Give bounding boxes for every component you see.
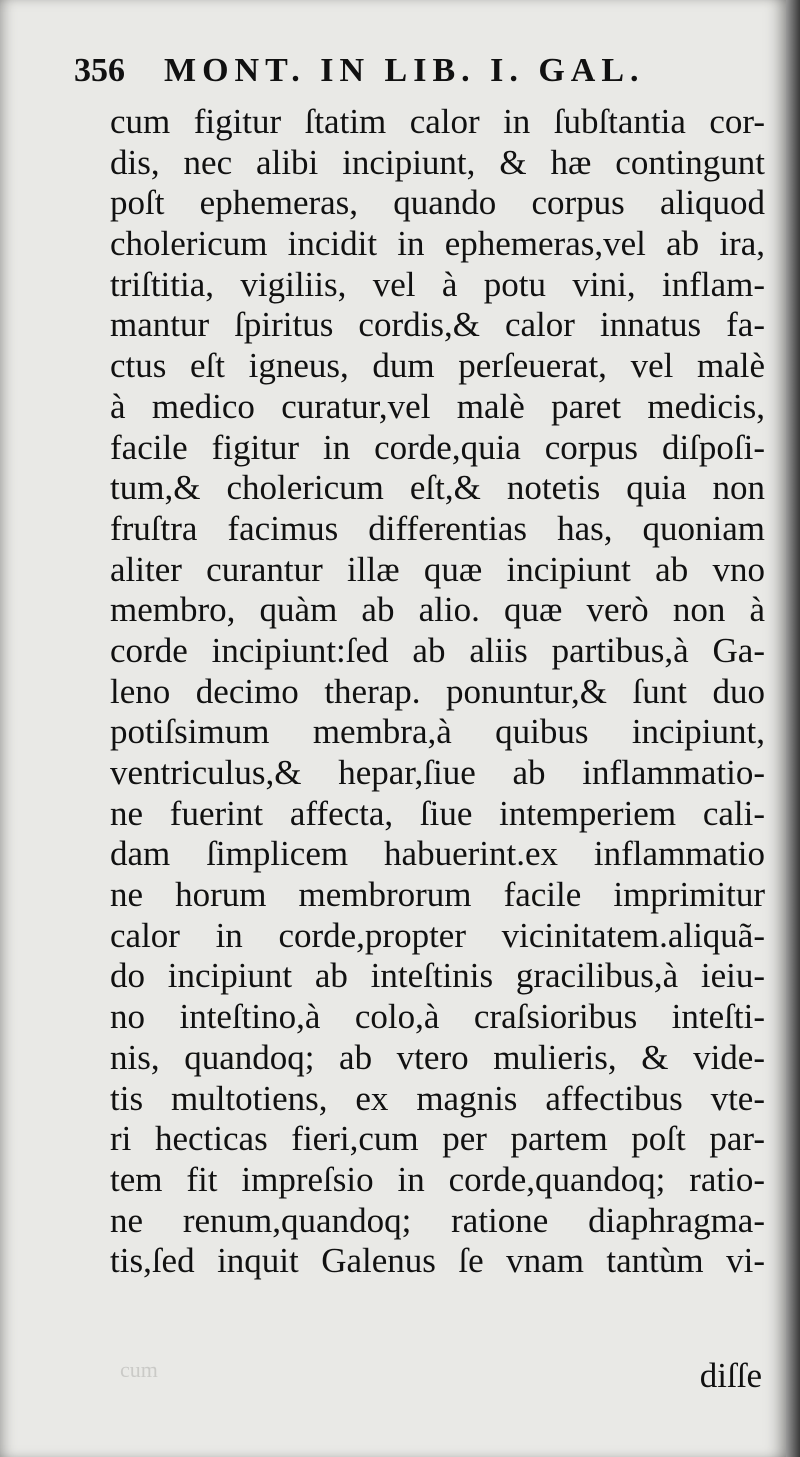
text-line: ne horum membrorum facile imprimitur: [110, 875, 765, 915]
text-line: tis,ſed inquit Galenus ſe vnam tantùm vi-: [110, 1241, 765, 1281]
text-line: do incipiunt ab inteſtinis gracilibus,à ieiu-: [110, 956, 765, 996]
text-line: calor in corde,propter vicinitatem.aliquã-: [110, 915, 765, 955]
page-edge-shadow: [786, 0, 800, 1457]
text-line: leno decimo therap. ponuntur,& ſunt duo: [110, 671, 765, 711]
text-line: membro, quàm ab alio. quæ verò non à: [110, 590, 765, 630]
text-line: corde incipiunt:ſed ab aliis partibus,à Ga-: [110, 630, 765, 670]
text-line: dis, nec alibi incipiunt, & hæ contingunt: [110, 142, 765, 182]
text-line: no inteſtino,à colo,à craſsioribus inteſti-: [110, 997, 765, 1037]
text-line: tum,& cholericum eſt,& notetis quia non: [110, 468, 765, 508]
text-line: cum figitur ſtatim calor in ſubſtantia cor-: [110, 102, 765, 141]
text-line: poſt ephemeras, quando corpus aliquod: [110, 183, 765, 223]
text-line: cholericum incidit in ephemeras,vel ab ira,: [110, 224, 765, 264]
text-line: facile figitur in corde,quia corpus diſpoſi-: [110, 427, 765, 467]
text-line: dam ſimplicem habuerint.ex inflammatio: [110, 834, 765, 874]
text-line: ne fuerint affecta, ſiue intemperiem cali-: [110, 793, 765, 833]
text-line: triſtitia, vigiliis, vel à potu vini, inflam-: [110, 264, 765, 304]
text-line: nis, quandoq; ab vtero mulieris, & vide-: [110, 1037, 765, 1077]
text-line: potiſsimum membra,à quibus incipiunt,: [110, 712, 765, 752]
text-line: ne renum,quandoq; ratione diaphragma-: [110, 1200, 765, 1240]
page-number: 356: [74, 52, 125, 89]
text-line: tem fit impreſsio in corde,quandoq; ratio-: [110, 1159, 765, 1199]
body-text: [110, 102, 765, 1282]
text-line: ventriculus,& hepar,ſiue ab inflammatio-: [110, 753, 765, 792]
text-line: tis multotiens, ex magnis affectibus vte-: [110, 1078, 765, 1118]
text-line: à medico curatur,vel malè paret medicis,: [110, 386, 765, 426]
text-line: ctus eſt igneus, dum perſeuerat, vel malè: [110, 346, 765, 386]
text-line: fruſtra facimus differentias has, quoniam: [110, 508, 765, 548]
text-line: mantur ſpiritus cordis,& calor innatus fa-: [110, 305, 765, 345]
text-line: ri hecticas fieri,cum per partem poſt par-: [110, 1119, 765, 1159]
show-through-text: cum: [120, 1357, 158, 1382]
running-title: MONT. IN LIB. I. GAL.: [164, 52, 645, 89]
text-line: aliter curantur illæ quæ incipiunt ab vno: [110, 549, 765, 589]
catchword: diſſe: [699, 1356, 762, 1395]
running-head: [74, 46, 764, 96]
